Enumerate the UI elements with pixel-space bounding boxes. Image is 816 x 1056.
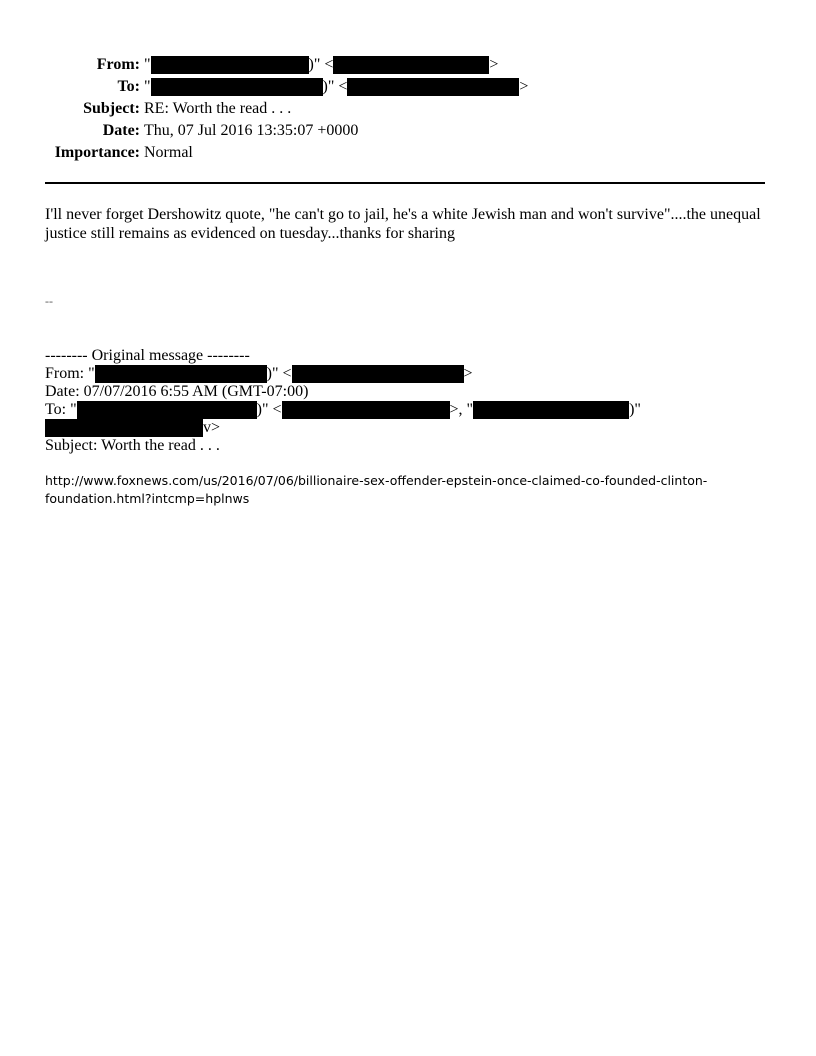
from-label: From:: [96, 56, 140, 73]
importance-label: Importance:: [54, 144, 140, 161]
to-label: To:: [117, 78, 140, 95]
subject-value: RE: Worth the read . . .: [144, 100, 292, 117]
message-body: I'll never forget Dershowitz quote, "he can't go to jail, he's a white Jewish man and won't survive"....the unequal justice still remains as evidenced on tuesday...thanks for sharing: [45, 206, 761, 242]
original-to: To: " )" < >, " )": [45, 401, 641, 418]
original-subject: Subject: Worth the read . . .: [45, 437, 220, 454]
redaction-block: [282, 401, 450, 419]
redaction-block: [292, 365, 464, 383]
email-headers: [0, 54, 816, 164]
redaction-block: [151, 78, 323, 96]
date-value: Thu, 07 Jul 2016 13:35:07 +0000: [144, 122, 359, 139]
header-divider: [45, 182, 765, 184]
importance-row: [0, 142, 816, 164]
original-from: From: " )" < >: [45, 365, 473, 382]
importance-value: Normal: [144, 144, 193, 161]
to-row: [0, 76, 816, 98]
from-row: [0, 54, 816, 76]
original-message: [45, 347, 775, 455]
signature-separator: --: [45, 294, 53, 308]
redaction-block: [95, 365, 267, 383]
redaction-block: [77, 401, 257, 419]
redaction-block: [333, 56, 489, 74]
date-label: Date:: [102, 122, 140, 139]
redaction-block: [45, 419, 203, 437]
subject-label: Subject:: [83, 100, 140, 117]
from-value: " )" < >: [144, 56, 499, 73]
redaction-block: [347, 78, 519, 96]
redaction-block: [151, 56, 309, 74]
to-value: " )" < >: [144, 78, 529, 95]
article-link[interactable]: http://www.foxnews.com/us/2016/07/06/billionaire-sex-offender-epstein-once-claimed-co-founded-clinton-foundation.html?intcmp=hplnws: [45, 473, 708, 506]
original-to-continued: v>: [45, 419, 775, 437]
subject-row: [0, 98, 816, 120]
redaction-block: [473, 401, 629, 419]
original-separator: -------- Original message --------: [45, 347, 250, 364]
original-date: Date: 07/07/2016 6:55 AM (GMT-07:00): [45, 383, 309, 400]
date-row: [0, 120, 816, 142]
